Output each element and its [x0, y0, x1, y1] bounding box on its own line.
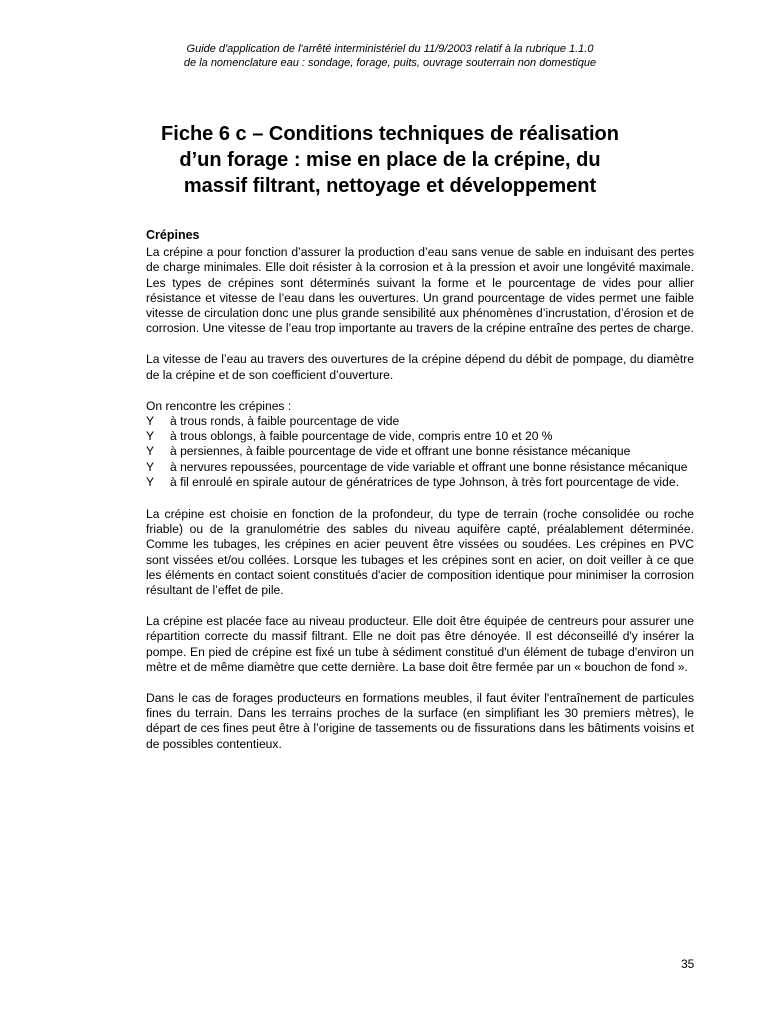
- crepine-type-list: [146, 414, 694, 490]
- list-item-text: à trous ronds, à faible pourcentage de vide: [170, 414, 400, 429]
- page-title-line-2: d’un forage : mise en place de la crépine, du: [179, 149, 601, 171]
- document-body: [146, 228, 694, 768]
- paragraph-5: Dans le cas de forages producteurs en formations meubles, il faut éviter l'entraînement de particules fines du terrain. Dans les terrains proches de la surface (en simplifiant les 30 premiers mètres), le départ de ces fines peut être à l’origine de tassements ou de fissurations dans les bâtiments voisins et de possibles contentieux.: [146, 691, 694, 751]
- page-title-line-1: Fiche 6 c – Conditions techniques de réalisation: [161, 123, 619, 145]
- paragraph-4: La crépine est placée face au niveau producteur. Elle doit être équipée de centreurs pour assurer une répartition correcte du massif filtrant. Elle ne doit pas être dénoyée. Il est déconseillé d'y insérer la pompe. En pied de crépine est fixé un tube à sédiment constitué d'un élément de tubage d'environ un mètre et de même diamètre que cette dernière. La base doit être fermée par un « bouchon de fond ».: [146, 614, 694, 674]
- bullet-marker: Y: [146, 474, 155, 489]
- list-item: [146, 429, 694, 444]
- list-item-text: à nervures repoussées, pourcentage de vide variable et offrant une bonne résistance mécanique: [170, 459, 688, 474]
- list-item: [146, 444, 694, 459]
- paragraph-2: La vitesse de l’eau au travers des ouvertures de la crépine dépend du débit de pompage, du diamètre de la crépine et de son coefficient d’ouverture.: [146, 352, 694, 382]
- list-item: [146, 414, 694, 429]
- running-header-line-1: Guide d'application de l'arrêté interministériel du 11/9/2003 relatif à la rubrique 1.1.0: [186, 43, 594, 55]
- bullet-marker: Y: [146, 429, 155, 444]
- list-item-text: à fil enroulé en spirale autour de génératrices de type Johnson, à très fort pourcentage de vide.: [170, 474, 679, 489]
- running-header: [100, 42, 680, 70]
- page-title-line-3: massif filtrant, nettoyage et développement: [183, 175, 597, 197]
- section-heading: Crépines: [146, 228, 200, 242]
- list-item: [146, 460, 694, 475]
- page-title: [110, 121, 670, 199]
- list-item: [146, 475, 694, 490]
- bullet-marker: Y: [146, 414, 155, 429]
- running-header-line-2: de la nomenclature eau : sondage, forage, puits, ouvrage souterrain non domestique: [183, 57, 597, 69]
- list-intro: On rencontre les crépines :: [146, 398, 292, 413]
- list-item-text: à trous oblongs, à faible pourcentage de vide, compris entre 10 et 20 %: [170, 429, 553, 444]
- bullet-marker: Y: [146, 459, 155, 474]
- bullet-marker: Y: [146, 444, 155, 459]
- list-item-text: à persiennes, à faible pourcentage de vide et offrant une bonne résistance mécanique: [170, 444, 631, 459]
- paragraph-3: La crépine est choisie en fonction de la profondeur, du type de terrain (roche consolidée ou roche friable) ou de la granulométrie des sables du niveau aquifère capté, préalablement déterminée. Comme les tubages, les crépines en acier peuvent être vissées ou soudées. Les crépines en PVC sont vissées et/ou collées. Lorsque les tubages et les crépines sont en acier, on doit veiller à ce que les éléments en contact soient constitués d'acier de composition identique pour minimiser la corrosion résultant de l’effet de pile.: [146, 507, 694, 598]
- paragraph-1: La crépine a pour fonction d’assurer la production d’eau sans venue de sable en induisant des pertes de charge minimales. Elle doit résister à la corrosion et à la pression et avoir une longévité maximale. Les types de crépines sont déterminés suivant la forme et le pourcentage de vides pour allier résistance et vitesse de l’eau dans les ouvertures. Un grand pourcentage de vides permet une faible vitesse de circulation donc une plus grande sensibilité aux phénomènes d’incrustation, d’érosion et de corrosion. Une vitesse de l’eau trop importante au travers de la crépine entraîne des pertes de charge.: [146, 245, 694, 336]
- page-number: 35: [681, 957, 695, 971]
